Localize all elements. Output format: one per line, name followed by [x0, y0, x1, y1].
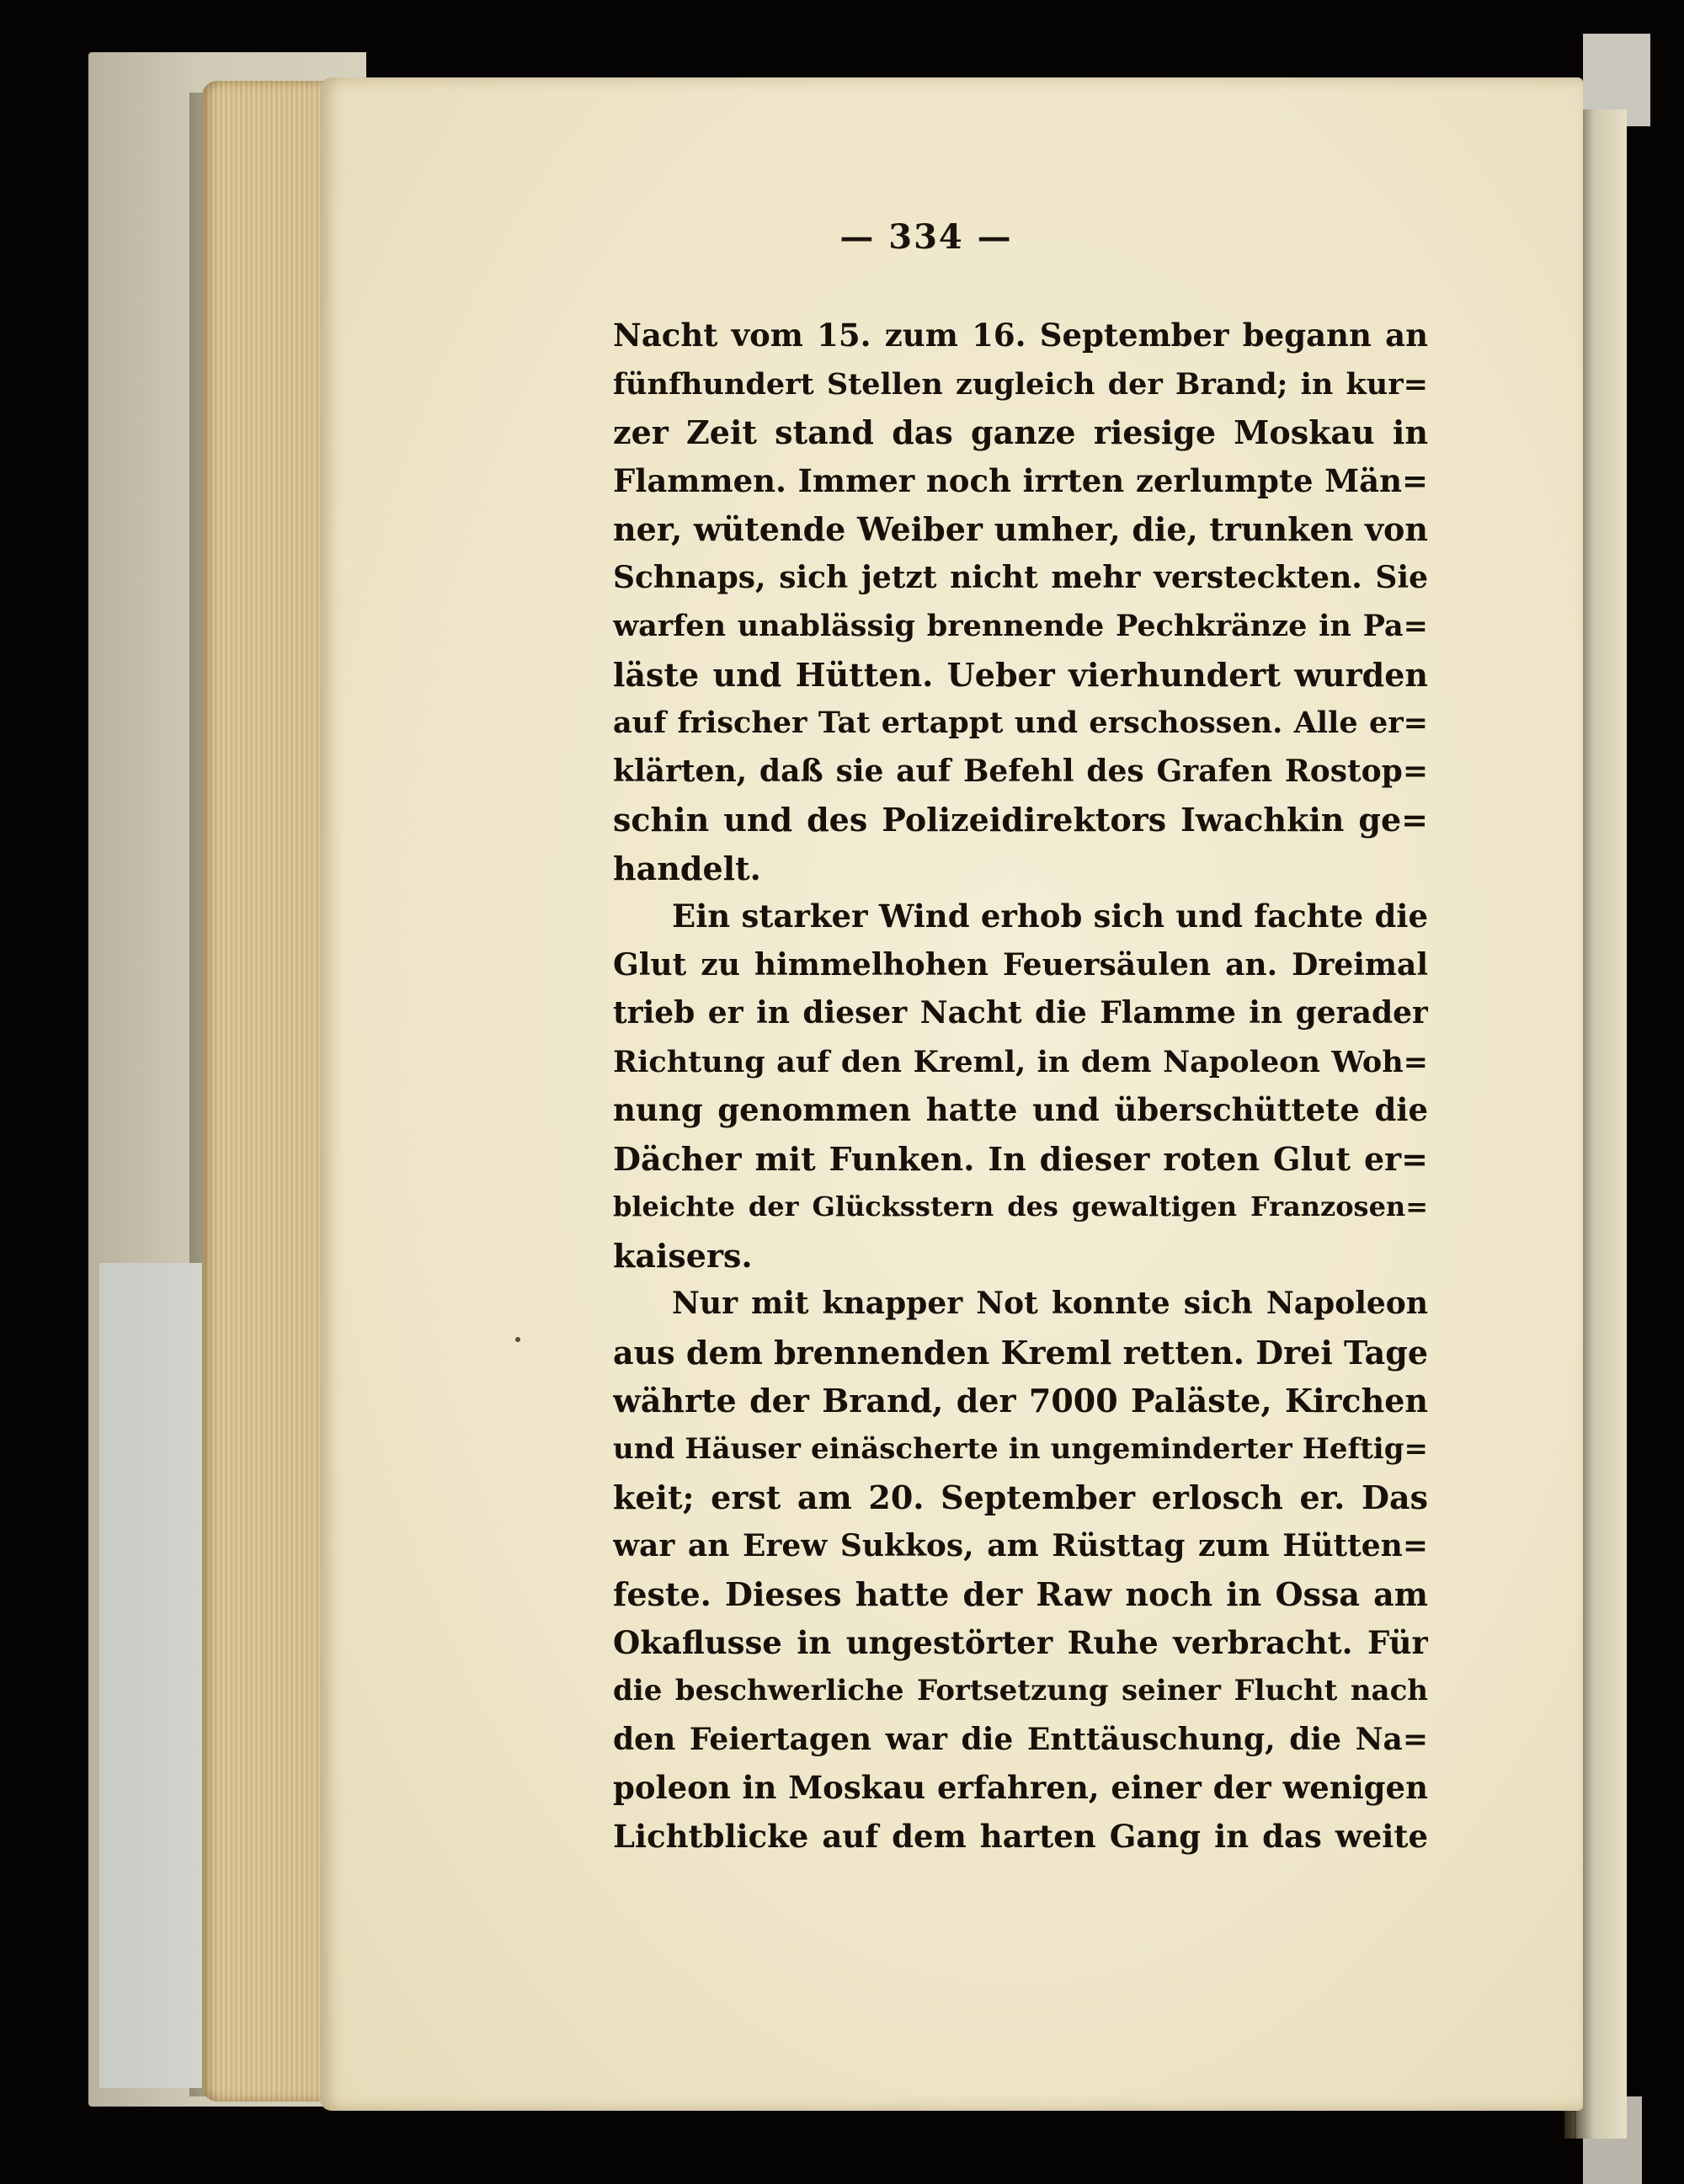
text-line: Flammen. Immer noch irrten zerlumpte Män=: [613, 461, 1428, 499]
page-text: [613, 312, 1428, 1861]
text-line: den Feiertagen war die Enttäuschung, die Na=: [613, 1721, 1428, 1757]
text-line: Ein starker Wind erhob sich und fachte die: [672, 898, 1428, 935]
text-line: die beschwerliche Fortsetzung seiner Flucht nach: [613, 1674, 1428, 1707]
text-line: nung genommen hatte und überschüttete die: [613, 1091, 1428, 1128]
text-line: läste und Hütten. Ueber vierhundert wurden: [613, 655, 1428, 694]
text-line: schin und des Polizeidirektors Iwachkin ge=: [613, 801, 1428, 839]
text-line: währte der Brand, der 7000 Paläste, Kirchen: [613, 1382, 1428, 1420]
page-number: — 334 —: [839, 217, 1013, 257]
text-line: trieb er in dieser Nacht die Flamme in gerader: [613, 995, 1428, 1031]
text-line: kaisers.: [613, 1236, 753, 1275]
text-line: Dächer mit Funken. In dieser roten Glut er=: [613, 1139, 1428, 1178]
text-line: feste. Dieses hatte der Raw noch in Ossa am: [613, 1575, 1428, 1613]
text-line: handelt.: [613, 849, 761, 887]
text-line: fünfhundert Stellen zugleich der Brand; in kur=: [613, 366, 1428, 402]
text-line: war an Erew Sukkos, am Rüsttag zum Hütten=: [613, 1527, 1428, 1563]
text-line: Glut zu himmelhohen Feuersäulen an. Dreimal: [613, 946, 1428, 983]
facing-page: [1576, 109, 1627, 2139]
text-line: klärten, daß sie auf Befehl des Grafen Rostop=: [613, 753, 1428, 789]
text-line: Nur mit knapper Not konnte sich Napoleon: [672, 1286, 1428, 1321]
text-line: auf frischer Tat ertappt und erschossen. Alle er=: [613, 706, 1428, 740]
text-line: Lichtblicke auf dem harten Gang in das weite: [613, 1817, 1428, 1855]
text-line: Schnaps, sich jetzt nicht mehr versteckten. Sie: [613, 559, 1428, 595]
text-line: Okaflusse in ungestörter Ruhe verbracht. Für: [613, 1623, 1428, 1661]
text-line: keit; erst am 20. September erlosch er. Das: [613, 1478, 1428, 1516]
text-line: poleon in Moskau erfahren, einer der wenigen: [613, 1769, 1428, 1806]
text-line: ner, wütende Weiber umher, die, trunken von: [613, 510, 1428, 548]
page-speck: [515, 1337, 520, 1342]
text-line: warfen unablässig brennende Pechkränze in Pa=: [613, 609, 1428, 643]
text-line: zer Zeit stand das ganze riesige Moskau in: [613, 413, 1428, 451]
text-line: Richtung auf den Kreml, in dem Napoleon Woh=: [613, 1044, 1428, 1079]
text-line: aus dem brennenden Kreml retten. Drei Tage: [613, 1333, 1428, 1372]
text-line: und Häuser einäscherte in ungeminderter Heftig=: [613, 1431, 1428, 1466]
text-line: Nacht vom 15. zum 16. September begann an: [613, 317, 1428, 354]
text-line: bleichte der Glücksstern des gewaltigen Franzosen=: [613, 1191, 1428, 1223]
